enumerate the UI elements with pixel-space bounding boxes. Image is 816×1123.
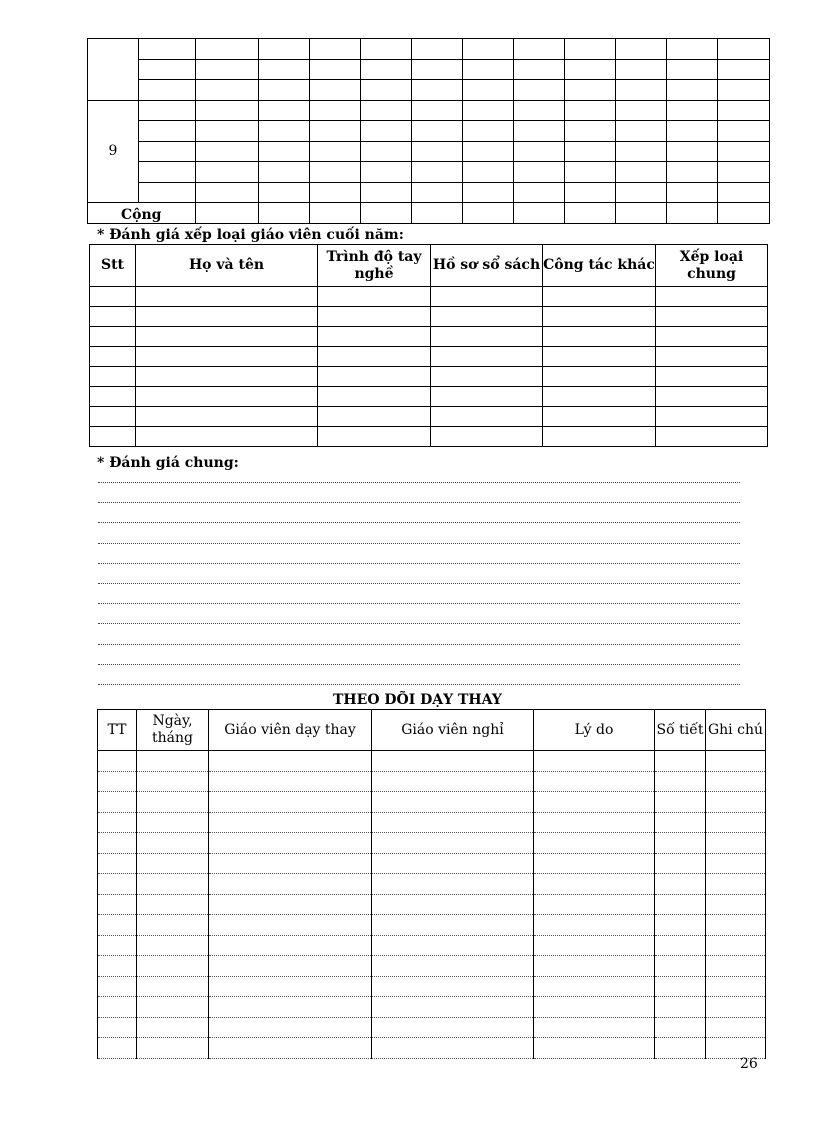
table-cell <box>136 327 318 347</box>
dotted-line <box>98 482 740 483</box>
table-cell <box>655 792 706 813</box>
table-cell <box>137 833 209 854</box>
table-cell <box>209 751 372 772</box>
table-row <box>90 407 768 427</box>
table-cell <box>655 956 706 977</box>
table-row <box>90 347 768 367</box>
table-cell <box>656 407 768 427</box>
table-cell <box>98 976 137 997</box>
table-cell <box>136 287 318 307</box>
table-cell <box>431 347 543 367</box>
table-cell <box>209 976 372 997</box>
table-cell <box>136 387 318 407</box>
table-cell <box>90 347 136 367</box>
table-cell <box>137 874 209 895</box>
table-cell <box>656 387 768 407</box>
table-cell <box>372 894 534 915</box>
table-cell <box>90 367 136 387</box>
table-cell <box>534 833 655 854</box>
table-row <box>88 59 770 80</box>
table-cell <box>98 894 137 915</box>
table-cell <box>431 307 543 327</box>
table-row <box>98 833 766 854</box>
table-cell <box>90 387 136 407</box>
table-cell <box>209 997 372 1018</box>
table-cell <box>372 915 534 936</box>
dotted-line <box>98 563 740 564</box>
table-cell <box>209 853 372 874</box>
table-cell <box>655 812 706 833</box>
table-cell <box>98 935 137 956</box>
table-row <box>90 387 768 407</box>
table-cell <box>137 771 209 792</box>
table-cell <box>372 874 534 895</box>
table-cell <box>706 997 766 1018</box>
table-header-row <box>90 245 768 287</box>
table-cell <box>534 894 655 915</box>
grade-label: 9 <box>88 100 139 203</box>
table-cell <box>209 935 372 956</box>
total-label: Cộng <box>88 203 196 224</box>
table-cell <box>543 387 656 407</box>
dotted-line <box>98 644 740 645</box>
table-cell <box>655 1038 706 1059</box>
table-row <box>88 141 770 162</box>
table-row <box>88 100 770 121</box>
table-row <box>98 894 766 915</box>
col-header-periods: Số tiết <box>655 710 706 751</box>
table-cell <box>431 387 543 407</box>
table-cell <box>655 894 706 915</box>
table-cell <box>372 956 534 977</box>
table-cell <box>534 874 655 895</box>
table-cell <box>534 812 655 833</box>
general-evaluation-heading: * Đánh giá chung: <box>97 455 239 471</box>
table-cell <box>706 935 766 956</box>
col-header-date: Ngày, tháng <box>137 710 209 751</box>
table-cell <box>98 853 137 874</box>
table-cell <box>706 792 766 813</box>
table-cell <box>706 976 766 997</box>
table-cell <box>372 853 534 874</box>
table-cell <box>209 1017 372 1038</box>
table-row <box>88 182 770 203</box>
table-cell <box>136 407 318 427</box>
table-cell <box>90 327 136 347</box>
table-cell <box>534 1017 655 1038</box>
table-cell <box>318 307 431 327</box>
table-row <box>98 956 766 977</box>
table-cell <box>136 367 318 387</box>
table-cell <box>137 751 209 772</box>
dotted-line <box>98 583 740 584</box>
table-cell <box>90 427 136 447</box>
table-cell <box>706 1038 766 1059</box>
table-cell <box>543 287 656 307</box>
table-cell <box>372 812 534 833</box>
table-cell <box>534 853 655 874</box>
dotted-line <box>98 543 740 544</box>
table-row <box>98 771 766 792</box>
table-cell <box>372 771 534 792</box>
table-cell <box>431 407 543 427</box>
grade-cell <box>88 39 139 101</box>
table-cell <box>137 1017 209 1038</box>
table-cell <box>706 1017 766 1038</box>
table-cell <box>137 997 209 1018</box>
substitute-teaching-table <box>97 709 766 1059</box>
table-cell <box>318 407 431 427</box>
table-cell <box>706 771 766 792</box>
table-cell <box>534 792 655 813</box>
table-cell <box>318 367 431 387</box>
table-cell <box>706 833 766 854</box>
table-cell <box>534 997 655 1018</box>
table-cell <box>534 751 655 772</box>
table-cell <box>209 1038 372 1059</box>
table-row <box>98 853 766 874</box>
table-cell <box>656 367 768 387</box>
table-row <box>90 367 768 387</box>
table-cell <box>318 327 431 347</box>
col-header-records: Hồ sơ sổ sách <box>431 245 543 287</box>
table-cell <box>209 894 372 915</box>
table-cell <box>543 347 656 367</box>
table-cell <box>98 1038 137 1059</box>
class-summary-table <box>87 38 770 224</box>
table-cell <box>136 347 318 367</box>
table-cell <box>137 915 209 936</box>
table-row <box>98 997 766 1018</box>
table-cell <box>655 833 706 854</box>
table-cell <box>209 771 372 792</box>
table-cell <box>209 915 372 936</box>
table-cell <box>372 833 534 854</box>
table-cell <box>98 833 137 854</box>
ranking-heading: * Đánh giá xếp loại giáo viên cuối năm: <box>97 227 404 243</box>
table-cell <box>706 894 766 915</box>
col-header-notes: Ghi chú <box>706 710 766 751</box>
table-row <box>98 751 766 772</box>
table-cell <box>209 956 372 977</box>
dotted-line <box>98 502 740 503</box>
table-cell <box>655 853 706 874</box>
table-cell <box>372 1038 534 1059</box>
table-cell <box>706 751 766 772</box>
table-cell <box>90 307 136 327</box>
table-cell <box>655 997 706 1018</box>
teacher-ranking-table <box>89 244 768 447</box>
col-header-name: Họ và tên <box>136 245 318 287</box>
col-header-other-work: Công tác khác <box>543 245 656 287</box>
table-cell <box>656 287 768 307</box>
table-cell <box>318 287 431 307</box>
table-cell <box>534 1038 655 1059</box>
total-row <box>88 203 770 224</box>
table-cell <box>372 792 534 813</box>
table-cell <box>209 833 372 854</box>
table-cell <box>372 1017 534 1038</box>
table-cell <box>98 812 137 833</box>
table-cell <box>656 307 768 327</box>
table-cell <box>137 853 209 874</box>
table-cell <box>372 751 534 772</box>
table-cell <box>706 812 766 833</box>
table-cell <box>98 915 137 936</box>
table-cell <box>209 792 372 813</box>
table-row <box>88 121 770 142</box>
table-cell <box>543 367 656 387</box>
table-cell <box>543 407 656 427</box>
table-row <box>88 162 770 183</box>
col-header-stt: Stt <box>90 245 136 287</box>
col-header-absent-teacher: Giáo viên nghỉ <box>372 710 534 751</box>
table-row <box>90 327 768 347</box>
col-header-skill: Trình độ tay nghề <box>318 245 431 287</box>
table-cell <box>136 307 318 327</box>
table-cell <box>137 1038 209 1059</box>
table-cell <box>98 956 137 977</box>
dotted-line <box>98 664 740 665</box>
table-row <box>98 976 766 997</box>
table-row <box>88 39 770 60</box>
page-number: 26 <box>740 1056 758 1072</box>
section-title: THEO DÕI DẠY THAY <box>333 692 502 708</box>
table-cell <box>98 997 137 1018</box>
table-cell <box>543 427 656 447</box>
table-cell <box>318 387 431 407</box>
table-cell <box>431 427 543 447</box>
table-cell <box>655 1017 706 1038</box>
table-cell <box>656 347 768 367</box>
table-cell <box>98 1017 137 1038</box>
table-cell <box>137 792 209 813</box>
table-cell <box>534 915 655 936</box>
table-cell <box>209 812 372 833</box>
table-cell <box>656 327 768 347</box>
table-cell <box>209 874 372 895</box>
dotted-line <box>98 684 740 685</box>
table-cell <box>534 771 655 792</box>
col-header-substitute-teacher: Giáo viên dạy thay <box>209 710 372 751</box>
table-row <box>98 1017 766 1038</box>
table-cell <box>137 935 209 956</box>
table-row <box>98 874 766 895</box>
table-cell <box>534 956 655 977</box>
table-cell <box>372 935 534 956</box>
table-row <box>98 915 766 936</box>
dotted-line <box>98 623 740 624</box>
table-row <box>90 427 768 447</box>
dotted-line <box>98 603 740 604</box>
table-cell <box>136 427 318 447</box>
table-cell <box>98 771 137 792</box>
col-header-overall: Xếp loại chung <box>656 245 768 287</box>
table-cell <box>137 812 209 833</box>
table-cell <box>655 751 706 772</box>
table-cell <box>90 407 136 427</box>
table-row <box>98 792 766 813</box>
table-cell <box>372 976 534 997</box>
table-cell <box>431 287 543 307</box>
table-cell <box>137 956 209 977</box>
table-cell <box>655 935 706 956</box>
table-cell <box>534 976 655 997</box>
table-cell <box>318 427 431 447</box>
table-cell <box>706 956 766 977</box>
table-cell <box>706 915 766 936</box>
table-cell <box>137 976 209 997</box>
table-cell <box>655 915 706 936</box>
table-cell <box>137 894 209 915</box>
table-cell <box>706 874 766 895</box>
col-header-reason: Lý do <box>534 710 655 751</box>
table-header-row <box>98 710 766 751</box>
table-cell <box>431 327 543 347</box>
table-cell <box>656 427 768 447</box>
table-row <box>90 307 768 327</box>
table-cell <box>655 874 706 895</box>
dotted-line <box>98 522 740 523</box>
table-cell <box>543 327 656 347</box>
table-cell <box>431 367 543 387</box>
table-cell <box>655 976 706 997</box>
col-header-tt: TT <box>98 710 137 751</box>
table-cell <box>90 287 136 307</box>
table-cell <box>372 997 534 1018</box>
table-cell <box>98 751 137 772</box>
table-cell <box>534 935 655 956</box>
table-row <box>90 287 768 307</box>
table-row <box>98 935 766 956</box>
table-cell <box>318 347 431 367</box>
table-cell <box>98 792 137 813</box>
table-row <box>98 812 766 833</box>
table-cell <box>98 874 137 895</box>
table-cell <box>543 307 656 327</box>
table-cell <box>655 771 706 792</box>
table-row <box>98 1038 766 1059</box>
table-row <box>88 80 770 101</box>
table-cell <box>706 853 766 874</box>
